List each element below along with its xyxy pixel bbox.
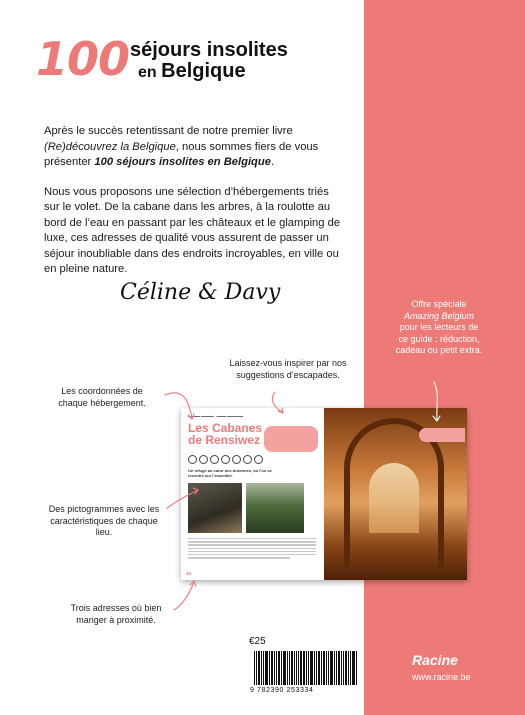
price: €25	[249, 636, 266, 647]
publisher-website: www.racine.be	[412, 672, 471, 682]
handwritten-signature: Céline & Davy	[120, 280, 281, 305]
arrow-inspire	[272, 392, 282, 412]
isbn-barcode	[250, 651, 356, 695]
note-inspire: Laissez-vous inspirer par nos suggestions d’escapades.	[229, 358, 347, 380]
arrow-offer	[434, 382, 437, 420]
arrow-restaurants	[174, 582, 194, 610]
title-line-2-word: Belgique	[161, 60, 246, 82]
spread-title-line1: Les Cabanes	[188, 421, 263, 435]
spread-page-number: 40	[186, 571, 192, 576]
intro-p1-bold: 100 séjours insolites en Belgique	[94, 156, 271, 168]
arrow-coordinates	[165, 393, 192, 418]
intro-p1-a: Après le succès retentissant de notre premier livre	[44, 125, 293, 137]
note-restaurants: Trois adresses où bien manger à proximité.	[70, 603, 162, 625]
note-offer-brand: Amazing Belgium	[403, 310, 475, 321]
publisher-logo: Racine	[412, 652, 458, 668]
barcode-digits: 9 782390 253334	[250, 687, 314, 694]
note-pictograms: Des pictogrammes avec les caractéristiques de chaque lieu.	[48, 504, 160, 537]
barcode-bars	[254, 651, 358, 685]
spread-address-line: ▮ ▬▬▬ ▬▬▬▬ · ▬▬▬ ▬▬▬▬▬	[188, 414, 244, 418]
title-line-2-prefix: en	[138, 64, 162, 81]
intro-p1-b: , nous sommes fiers de vous présenter	[44, 140, 319, 168]
intro-p1-book-title: (Re)découvrez la Belgique	[44, 140, 176, 153]
title-number: 100	[36, 32, 130, 86]
spread-subtitle: Un refuge au cœur des Ardennes, où l’on se recentre sur l’essentiel.	[188, 468, 272, 478]
arrow-pictograms	[167, 490, 198, 508]
intro-paragraph-2: Nous vous proposons une sélection d’hébergements triés sur le volet. De la cabane dans les arbres, à la roulotte au bord de l’eau en passant par les châteaux et le glamping de luxe, ces adresses de qualité vous assurent de passer un séjour inoubliable dans des endroits incroyables, en ville ou en pleine nature.	[44, 185, 341, 275]
note-offer-line1: Offre spéciale	[411, 299, 467, 309]
note-offer-rest: pour les lecteurs de ce guide : réduction, cadeau ou petit extra.	[395, 322, 483, 355]
spread-title-line2: de Rensiwez	[188, 433, 261, 447]
note-coordinates: Les coordonnées de chaque hébergement.	[58, 386, 146, 408]
title-line-1: séjours insolites	[130, 39, 288, 61]
intro-p1-c: .	[270, 156, 275, 168]
